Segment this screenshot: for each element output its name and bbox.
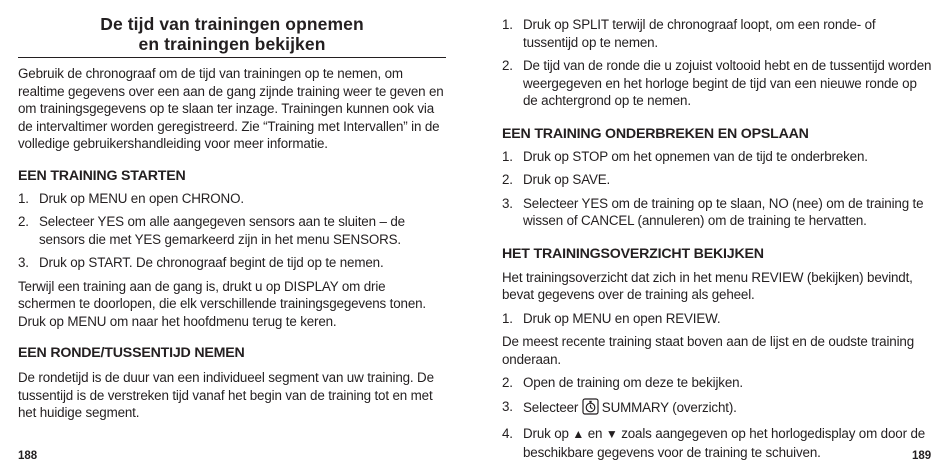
page-title	[18, 14, 446, 54]
list-item: 2. De tijd van de ronde die u zojuist voltooid hebt en de tussentijd worden weergegeven en het horloge begint de tijd van een nieuwe ronde op de achtergrond op te nemen.	[502, 58, 932, 108]
lap-heading: EEN RONDE/TUSSENTIJD NEMEN	[18, 345, 245, 361]
review-paragraph-2: De meest recente training staat boven aan de lijst en de oudste training onderaan.	[502, 334, 915, 367]
lap-steps-list	[502, 16, 934, 110]
list-item: 4. Druk op ▲ en ▼ zoals aangegeven op het horlogedisplay om door de beschikbare gegevens voor de training te schuiven.	[502, 426, 926, 460]
start-paragraph: Terwijl een training aan de gang is, drukt u op DISPLAY om drie schermen te doorlopen, die elk verschillende trainingsgegevens tonen. Druk op MENU om naar het hoofdmenu terug te keren.	[18, 278, 426, 329]
page-number-right: 189	[912, 450, 932, 462]
down-arrow-icon: ▼	[605, 427, 618, 441]
list-item: 1. Druk op STOP om het opnemen van de tijd te onderbreken.	[502, 148, 868, 164]
stopwatch-summary-icon	[582, 398, 599, 420]
review-paragraph: Het trainingsoverzicht dat zich in het menu REVIEW (bekijken) bevindt, bevat gegevens over de training als geheel.	[502, 269, 913, 302]
list-item: 1. Druk op SPLIT terwijl de chronograaf loopt, om een ronde- of tussentijd op te nemen.	[502, 17, 876, 50]
list-item: 3. Selecteer SUMMARY (overzicht).	[502, 398, 934, 420]
page-number-left: 188	[18, 450, 38, 462]
title-divider	[18, 57, 446, 58]
start-steps-list	[18, 190, 446, 272]
right-page	[502, 0, 934, 461]
list-item: 2. Open de training om deze te bekijken.	[502, 375, 743, 390]
list-item: 2. Druk op SAVE.	[502, 172, 611, 187]
left-page	[18, 0, 446, 422]
review-steps-list	[502, 374, 934, 461]
list-item: 2. Selecteer YES om alle aangegeven sensors aan te sluiten – de sensors die met YES gemarkeerd zijn in het menu SENSORS.	[18, 214, 405, 247]
title-line-2: en trainingen bekijken	[138, 34, 326, 54]
stop-heading: EEN TRAINING ONDERBREKEN EN OPSLAAN	[502, 125, 809, 142]
list-item: 3. Selecteer YES om de training op te slaan, NO (nee) om de training te wissen of CANCEL (annuleren) om de training te hervatten.	[502, 195, 924, 228]
intro-paragraph: Gebruik de chronograaf om de tijd van trainingen op te nemen, om realtime gegevens over een aan de gang zijnde training weer te geven en om trainingsgegevens op te slaan ter inzage. Trainingen kunnen ook via de intervaltimer worden geregistreerd. Zie “Training met Intervallen” in de volledige gebruikershandleiding voor meer informatie.	[18, 66, 444, 151]
start-heading: EEN TRAINING STARTEN	[18, 167, 186, 184]
lap-paragraph: De rondetijd is de duur van een individueel segment van uw training. De tussentijd is de verstreken tijd vanaf het begin van de training tot en met het huidige segment.	[18, 370, 434, 420]
list-item: 3. Druk op START. De chronograaf begint de tijd op te nemen.	[18, 255, 384, 270]
stop-steps-list	[502, 148, 934, 230]
up-arrow-icon: ▲	[572, 427, 585, 441]
review-step1-list	[502, 310, 934, 328]
list-item: 1. Druk op MENU en open REVIEW.	[502, 310, 721, 326]
list-item: 1. Druk op MENU en open CHRONO.	[18, 190, 244, 206]
title-line-1: De tijd van trainingen opnemen	[100, 14, 364, 34]
review-heading: HET TRAININGSOVERZICHT BEKIJKEN	[502, 245, 764, 262]
